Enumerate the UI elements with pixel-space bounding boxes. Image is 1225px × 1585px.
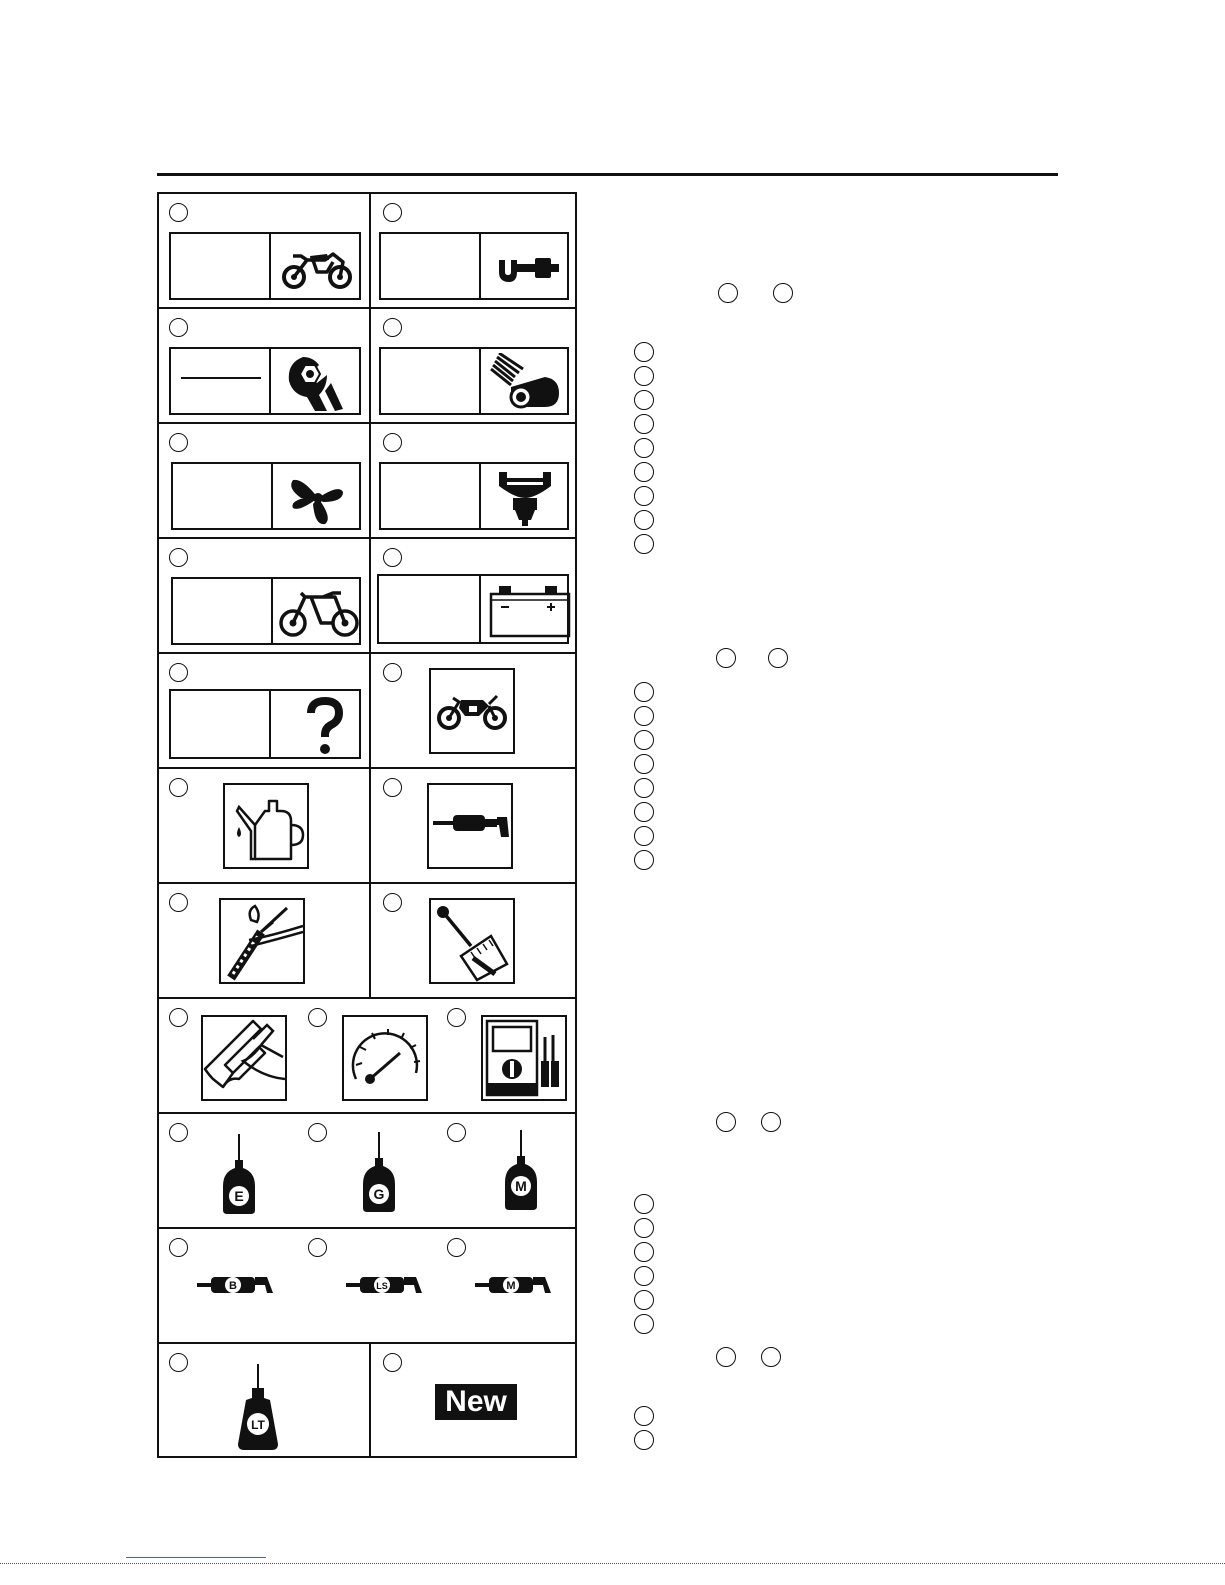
callout-circle — [634, 342, 654, 362]
motorcycle-icon — [277, 242, 357, 292]
symbol-cell — [371, 884, 575, 997]
symbol-cell — [159, 539, 371, 652]
cooling-fan-icon — [283, 468, 353, 528]
symbol-row — [159, 999, 575, 1114]
callout-circle — [634, 1266, 654, 1286]
callout-circle — [718, 283, 738, 303]
callout-circle — [634, 706, 654, 726]
symbol-row — [159, 309, 575, 424]
callout-circle — [634, 1406, 654, 1426]
callout-number-23 — [447, 1238, 466, 1257]
multimeter-box — [481, 1015, 567, 1101]
section-label-box — [171, 462, 361, 530]
multimeter-icon — [483, 1017, 565, 1099]
symbol-row — [159, 1114, 575, 1229]
gear-oil-bottle-icon — [359, 1130, 399, 1214]
callout-circle — [634, 390, 654, 410]
callout-circle — [634, 754, 654, 774]
oil-can-icon — [225, 785, 307, 867]
footer-link-underline[interactable] — [126, 1557, 266, 1558]
callout-number-8 — [383, 548, 402, 567]
callout-number-12 — [383, 778, 402, 797]
tachometer-box — [342, 1015, 428, 1101]
symbol-cell — [371, 194, 575, 307]
torque-wrench-box — [219, 898, 305, 984]
grease-gun-box — [427, 783, 513, 869]
new-part-badge: New — [435, 1384, 517, 1420]
lithium-soap-grease-icon — [346, 1271, 426, 1301]
callout-circle — [634, 850, 654, 870]
symbol-cell — [159, 999, 297, 1112]
callout-number-22 — [308, 1238, 327, 1257]
wheel-bearing-grease-icon — [197, 1271, 277, 1301]
callout-number-4 — [383, 318, 402, 337]
callout-circle — [634, 826, 654, 846]
callout-number-16 — [308, 1008, 327, 1027]
callout-number-11 — [169, 778, 188, 797]
removal-installation-box — [429, 668, 515, 754]
callout-circle — [634, 730, 654, 750]
motorcycle-removal-icon — [433, 686, 513, 736]
callout-number-17 — [447, 1008, 466, 1027]
symbol-cell — [159, 194, 371, 307]
symbol-cell — [371, 539, 575, 652]
carburetor-icon — [485, 468, 565, 528]
lithium-soap-grease-letter: LS — [376, 1281, 388, 1291]
symbol-cell — [371, 654, 575, 767]
callout-circle — [634, 1242, 654, 1262]
callout-circle — [634, 778, 654, 798]
symbol-cell — [371, 769, 575, 882]
symbol-cell — [371, 424, 575, 537]
section-label-box — [377, 574, 569, 644]
callout-circle — [634, 486, 654, 506]
callout-number-7 — [169, 548, 188, 567]
molybdenum-grease-icon — [475, 1271, 555, 1301]
symbol-cell — [159, 424, 371, 537]
callout-number-2 — [383, 203, 402, 222]
tachometer-gauge-icon — [344, 1017, 426, 1099]
callout-number-14 — [383, 893, 402, 912]
callout-circle — [634, 1314, 654, 1334]
header-rule — [157, 173, 1058, 176]
symbol-row — [159, 194, 575, 309]
callout-number-5 — [169, 433, 188, 452]
symbol-cell — [371, 1344, 575, 1456]
section-label-box — [171, 577, 361, 645]
molybdenum-grease-letter: M — [506, 1280, 516, 1292]
symbol-row — [159, 1229, 575, 1344]
callout-number-25 — [383, 1353, 402, 1372]
callout-circle — [634, 510, 654, 530]
symbol-row — [159, 1344, 575, 1456]
callout-circle — [716, 1112, 736, 1132]
torque-wrench-box — [429, 898, 515, 984]
callout-number-19 — [308, 1123, 327, 1142]
symbol-cell — [437, 1229, 575, 1342]
battery-icon — [487, 580, 573, 640]
callout-number-21 — [169, 1238, 188, 1257]
symbol-cell — [159, 654, 371, 767]
symbol-cell — [159, 1114, 297, 1227]
section-label-box — [169, 347, 361, 415]
torque-wrench-icon — [221, 900, 303, 982]
wheel-bearing-grease-letter: B — [229, 1280, 237, 1292]
callout-number-1 — [169, 203, 188, 222]
callout-number-9 — [169, 663, 188, 682]
engine-oil-bottle-icon — [219, 1132, 259, 1216]
symbol-row — [159, 884, 575, 999]
chassis-icon — [277, 583, 363, 643]
callout-circle — [634, 802, 654, 822]
callout-number-10 — [383, 663, 402, 682]
symbol-row — [159, 769, 575, 884]
callout-circle — [634, 414, 654, 434]
wrench-nut-icon — [283, 353, 353, 413]
symbol-cell — [437, 1114, 575, 1227]
callout-number-13 — [169, 893, 188, 912]
callout-circle — [634, 438, 654, 458]
section-label-box — [379, 462, 569, 530]
grease-gun-icon — [429, 785, 511, 867]
symbol-cell — [159, 1344, 371, 1456]
callout-circle — [634, 1430, 654, 1450]
page-bottom-edge — [0, 1563, 1225, 1564]
symbol-row — [159, 654, 575, 769]
symbol-cell — [159, 1229, 297, 1342]
callout-number-18 — [169, 1123, 188, 1142]
callout-circle — [634, 1218, 654, 1238]
engine-oil-letter: E — [234, 1188, 244, 1204]
question-mark-icon — [295, 697, 355, 757]
callout-circle — [634, 462, 654, 482]
callout-circle — [634, 1194, 654, 1214]
section-label-box — [169, 689, 361, 759]
symbol-row — [159, 424, 575, 539]
gear-oil-letter: G — [373, 1186, 385, 1202]
callout-circle — [634, 534, 654, 554]
section-label-box — [169, 232, 361, 300]
callout-circle — [768, 648, 788, 668]
locking-agent-letter: LT — [251, 1418, 265, 1432]
molybdenum-oil-letter: M — [515, 1178, 527, 1194]
torque-wrench-dial-icon — [431, 900, 513, 982]
callout-circle — [634, 1290, 654, 1310]
callout-circle — [716, 648, 736, 668]
callout-number-6 — [383, 433, 402, 452]
callout-circle — [634, 682, 654, 702]
symbol-cell — [298, 1229, 436, 1342]
callout-number-24 — [169, 1353, 188, 1372]
callout-circle — [761, 1347, 781, 1367]
callout-circle — [761, 1112, 781, 1132]
callout-circle — [716, 1347, 736, 1367]
symbol-cell — [159, 309, 371, 422]
locking-agent-bottle-icon — [236, 1362, 280, 1454]
molybdenum-oil-bottle-icon — [501, 1128, 541, 1212]
symbol-row — [159, 539, 575, 654]
callout-circle — [773, 283, 793, 303]
callout-number-3 — [169, 318, 188, 337]
callout-number-20 — [447, 1123, 466, 1142]
oil-can-box — [223, 783, 309, 869]
section-label-box — [379, 232, 569, 300]
symbol-cell — [371, 309, 575, 422]
section-label-box — [379, 347, 569, 415]
vernier-caliper-box — [201, 1015, 287, 1101]
symbol-cell — [437, 999, 575, 1112]
symbol-cell — [159, 884, 371, 997]
symbol-grid — [157, 192, 577, 1458]
vernier-caliper-icon — [203, 1017, 285, 1099]
callout-circle — [634, 366, 654, 386]
symbol-cell — [298, 999, 436, 1112]
special-tool-icon — [487, 242, 567, 292]
symbol-cell — [159, 769, 371, 882]
symbol-cell — [298, 1114, 436, 1227]
callout-number-15 — [169, 1008, 188, 1027]
engine-cylinder-icon — [485, 353, 565, 413]
